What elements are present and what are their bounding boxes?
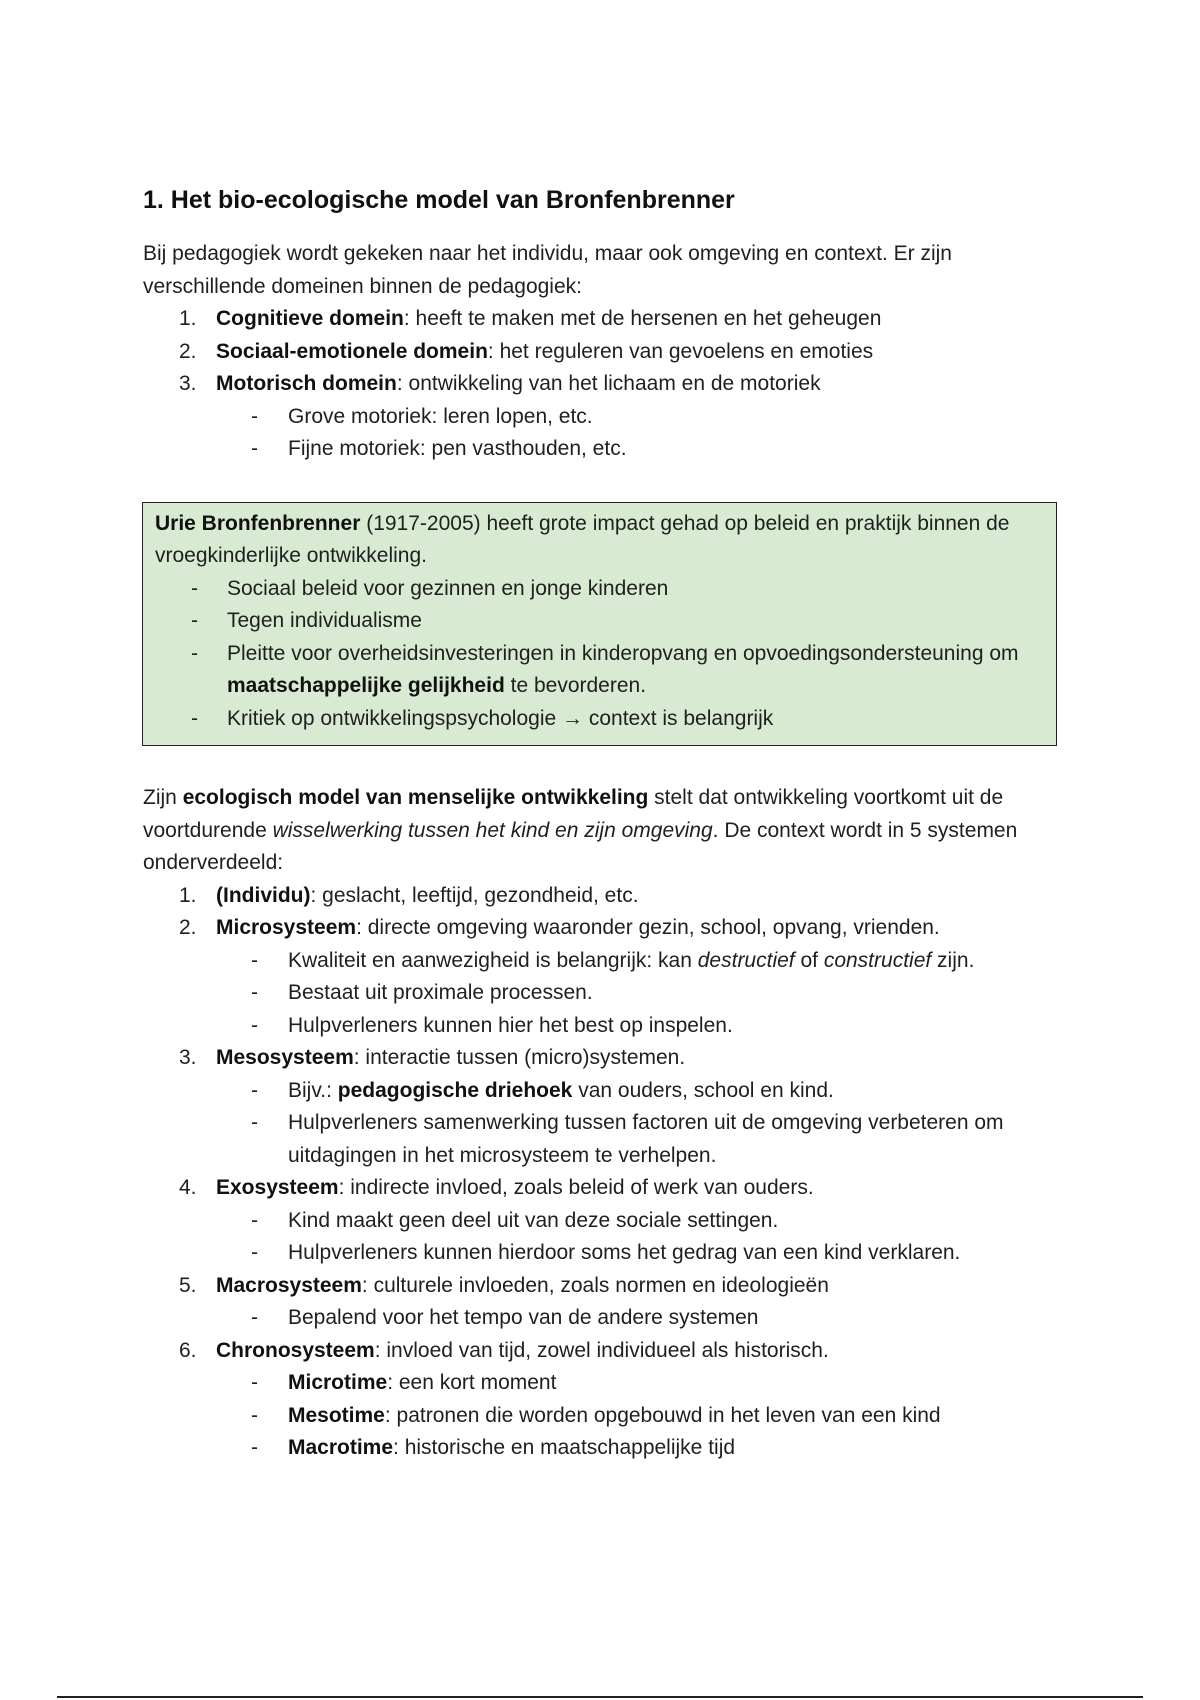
eco-model-paragraph: Zijn ecologisch model van menselijke ontwikkeling stelt dat ontwikkeling voortkomt uit de voortdurende wisselwerking tussen het kind en zijn omgeving. De context wordt in 5 systemen onderverdeeld: <box>143 786 1018 874</box>
list-item: 2. Sociaal-emotionele domein: het reguleren van gevoelens en emoties <box>179 339 874 363</box>
list-item: - Kind maakt geen deel uit van deze sociale settingen. <box>251 1208 779 1232</box>
bronfenbrenner-callout-box <box>142 502 1057 747</box>
callout-intro: Urie Bronfenbrenner (1917-2005) heeft grote impact gehad op beleid en praktijk binnen de vroegkinderlijke ontwikkeling. <box>155 511 1010 567</box>
list-item: - Hulpverleners kunnen hier het best op inspelen. <box>251 1013 733 1037</box>
list-item: - Bijv.: pedagogische driehoek van ouders, school en kind. <box>251 1078 834 1102</box>
list-item: - Macrotime: historische en maatschappelijke tijd <box>251 1436 736 1459</box>
list-item: - Hulpverleners kunnen hierdoor soms het gedrag van een kind verklaren. <box>251 1241 961 1264</box>
list-item: - Sociaal beleid voor gezinnen en jonge kinderen <box>191 576 669 600</box>
list-item: - Bestaat uit proximale processen. <box>251 981 593 1004</box>
domains-list <box>143 303 1063 401</box>
list-item: 3. Mesosysteem: interactie tussen (micro)systemen. <box>179 1046 686 1069</box>
list-item: - Pleitte voor overheidsinvesteringen in kinderopvang en opvoedingsondersteuning om maatschappelijke gelijkheid te bevorderen. <box>191 641 1019 697</box>
list-item: - Hulpverleners samenwerking tussen factoren uit de omgeving verbeteren om uitdagingen in het microsysteem te verhelpen. <box>251 1111 1004 1167</box>
page-title: 1. Het bio-ecologische model van Bronfenbrenner <box>143 186 735 214</box>
list-item: 1. Cognitieve domein: heeft te maken met de hersenen en het geheugen <box>179 307 882 330</box>
list-item: - Bepalend voor het tempo van de andere systemen <box>251 1306 759 1329</box>
list-item: 6. Chronosysteem: invloed van tijd, zowel individueel als historisch. <box>179 1338 829 1362</box>
list-item: 2. Microsysteem: directe omgeving waaronder gezin, school, opvang, vrienden. <box>179 916 940 939</box>
document-page <box>143 182 1063 1465</box>
systems-list <box>143 880 1063 945</box>
list-item: - Microtime: een kort moment <box>251 1371 557 1394</box>
list-item: - Tegen individualisme <box>191 609 422 632</box>
list-item: 3. Motorisch domein: ontwikkeling van het lichaam en de motoriek <box>179 372 821 395</box>
list-item: - Mesotime: patronen die worden opgebouwd in het leven van een kind <box>251 1403 941 1427</box>
list-item: 4. Exosysteem: indirecte invloed, zoals beleid of werk van ouders. <box>179 1176 814 1199</box>
intro-paragraph: Bij pedagogiek wordt gekeken naar het individu, maar ook omgeving en context. Er zijn verschillende domeinen binnen de pedagogiek: <box>143 242 952 298</box>
list-item: - Grove motoriek: leren lopen, etc. <box>251 404 593 428</box>
list-item: - Kritiek op ontwikkelingspsychologie → context is belangrijk <box>191 706 774 730</box>
list-item: 5. Macrosysteem: culturele invloeden, zoals normen en ideologieën <box>179 1273 829 1297</box>
list-item: - Fijne motoriek: pen vasthouden, etc. <box>251 437 627 460</box>
motor-sublist <box>143 401 1063 466</box>
footer-divider <box>57 1696 1143 1698</box>
list-item: - Kwaliteit en aanwezigheid is belangrijk: kan destructief of constructief zijn. <box>251 948 975 972</box>
list-item: 1. (Individu): geslacht, leeftijd, gezondheid, etc. <box>179 883 639 907</box>
